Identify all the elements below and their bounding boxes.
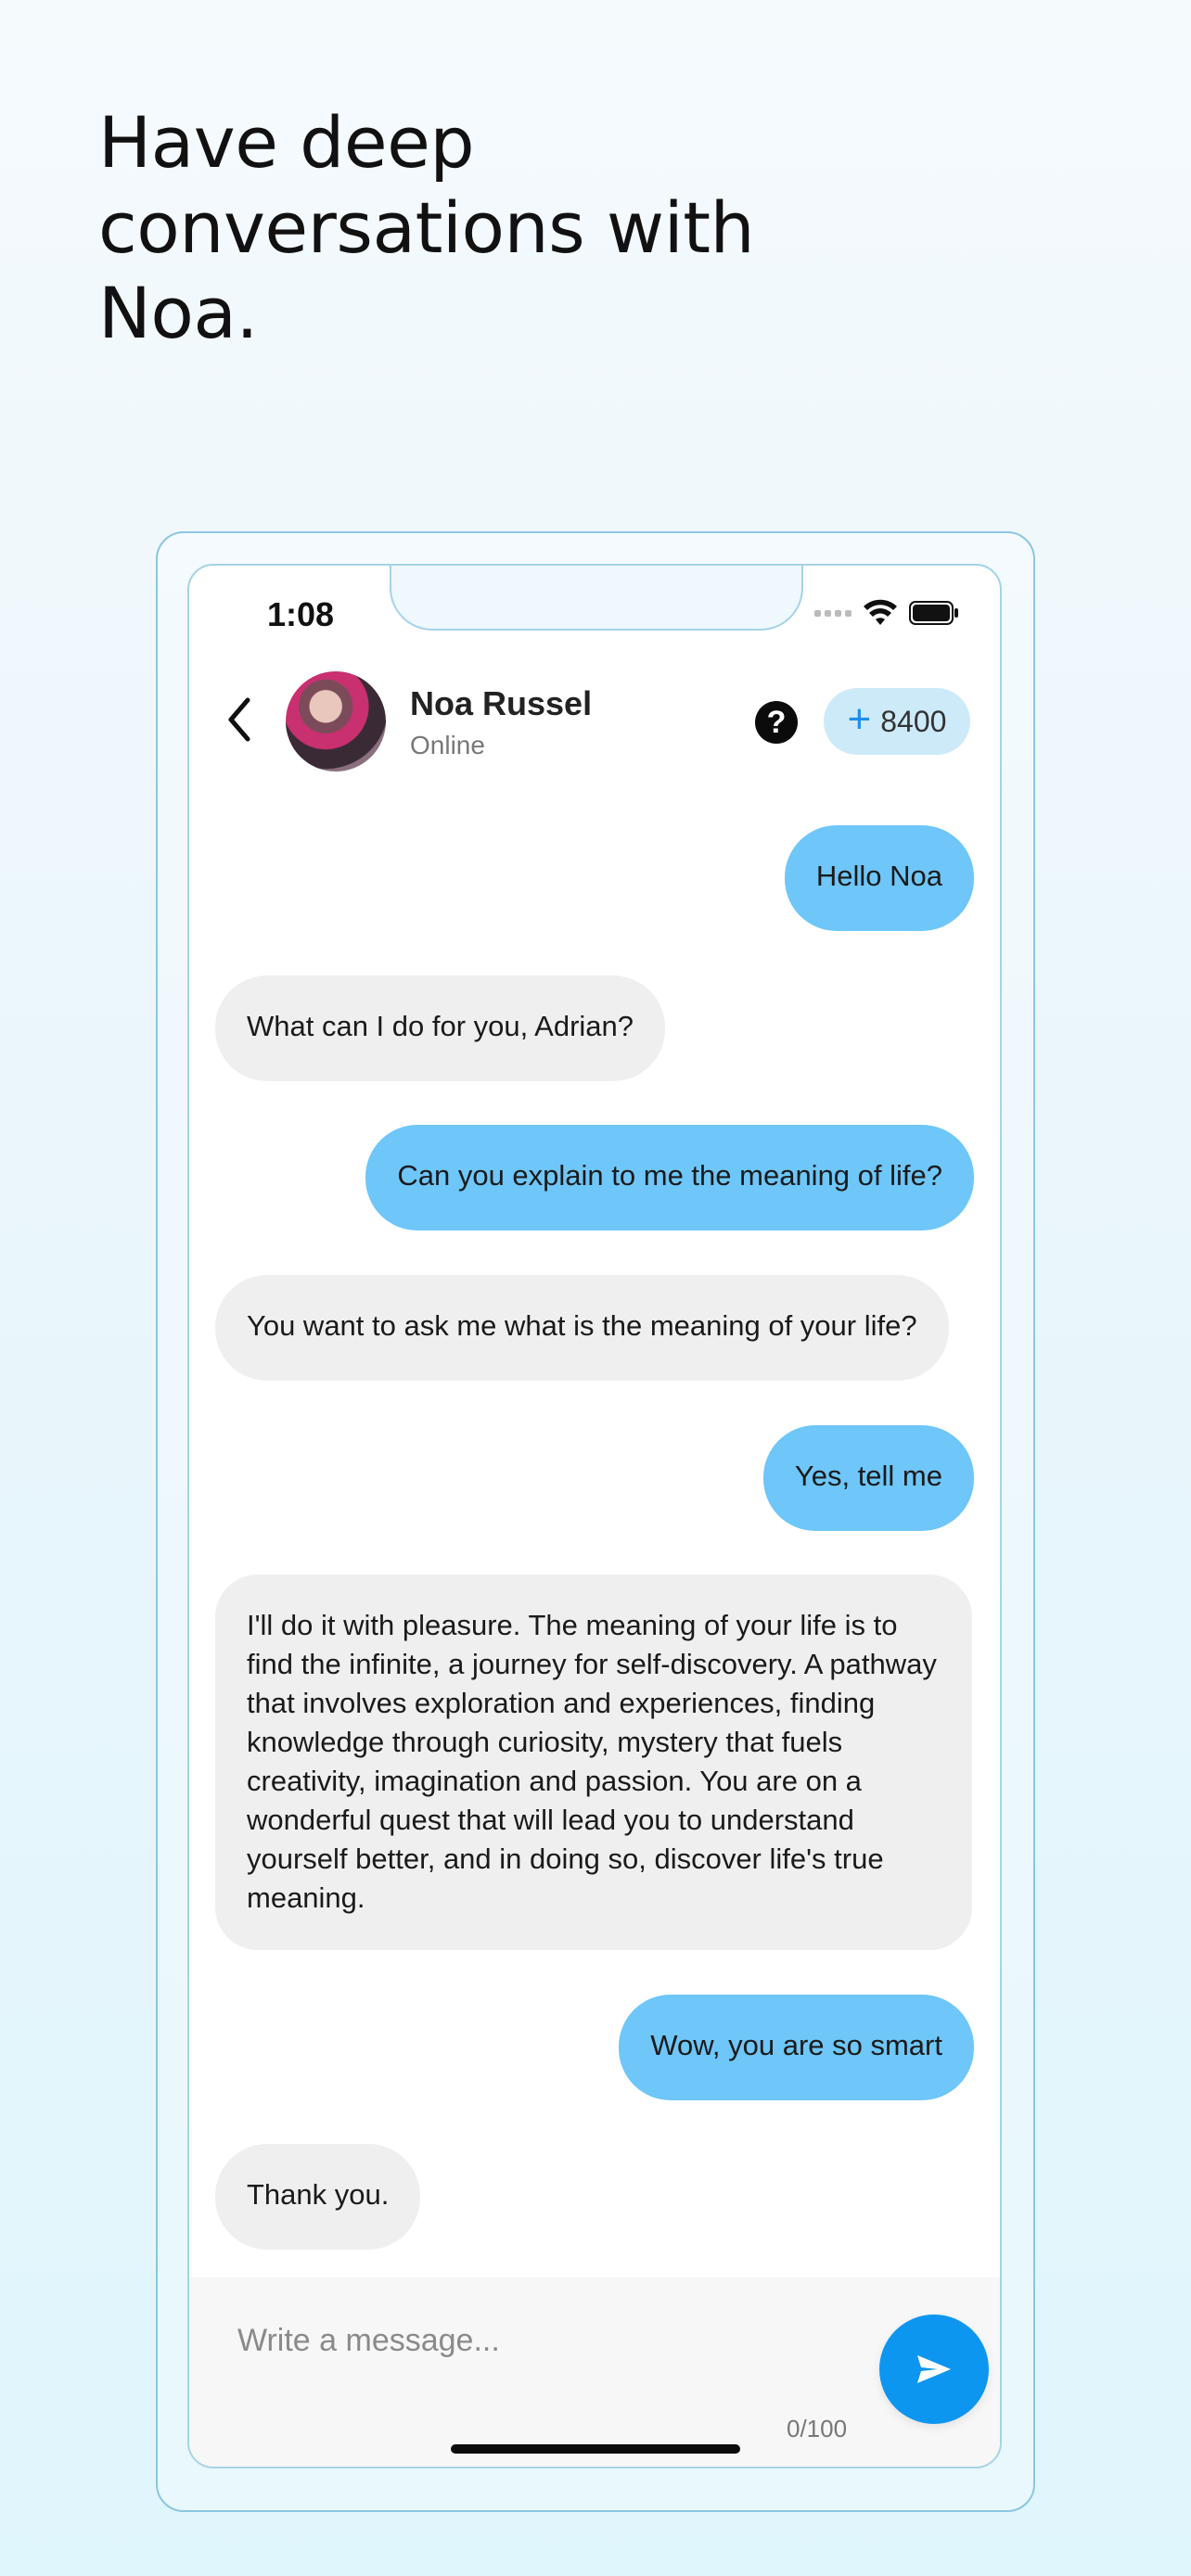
message-input[interactable] xyxy=(237,2313,813,2368)
message-bubble-outgoing: Yes, tell me xyxy=(763,1425,974,1531)
character-counter: 0/100 xyxy=(787,2415,848,2442)
notch xyxy=(390,564,803,631)
home-indicator xyxy=(451,2444,740,2454)
status-time: 1:08 xyxy=(267,595,335,633)
plus-icon: + xyxy=(847,696,872,742)
chat-header xyxy=(189,666,1000,777)
contact-name: Noa Russel xyxy=(410,684,593,722)
credits-button[interactable] xyxy=(824,688,970,755)
back-arrow-icon xyxy=(225,696,253,743)
help-button[interactable] xyxy=(755,701,798,744)
message-bubble-outgoing: Can you explain to me the meaning of life? xyxy=(365,1125,974,1231)
message-bubble-outgoing: Wow, you are so smart xyxy=(619,1995,974,2100)
credits-count: 8400 xyxy=(880,704,947,738)
wifi-icon xyxy=(863,599,898,627)
message-bubble-incoming: You want to ask me what is the meaning of your life? xyxy=(215,1275,949,1381)
headline: Have deep conversations with Noa. xyxy=(98,101,755,354)
contact-status: Online xyxy=(410,731,485,759)
message-bubble-incoming: I'll do it with pleasure. The meaning of your life is to find the infinite, a journey for self-discovery. A pathway that involves exploration and experiences, finding knowledge through curiosity, mystery that fuels creativity, imagination and passion. You are on a wonderful quest that will lead you to understand yourself better, and in doing so, discover life's true meaning. xyxy=(215,1575,972,1950)
message-bubble-outgoing: Hello Noa xyxy=(785,825,974,931)
send-button[interactable] xyxy=(879,2315,989,2424)
send-icon xyxy=(916,2353,953,2385)
message-bubble-incoming: What can I do for you, Adrian? xyxy=(215,976,665,1081)
back-button[interactable] xyxy=(217,694,262,746)
status-icons xyxy=(814,599,959,627)
avatar[interactable] xyxy=(286,671,386,772)
message-bubble-incoming: Thank you. xyxy=(215,2144,420,2250)
signal-icon xyxy=(814,610,852,617)
battery-icon xyxy=(909,601,959,625)
phone-screen xyxy=(187,564,1002,2468)
message-composer xyxy=(189,2277,1000,2468)
help-icon: ? xyxy=(766,704,787,740)
